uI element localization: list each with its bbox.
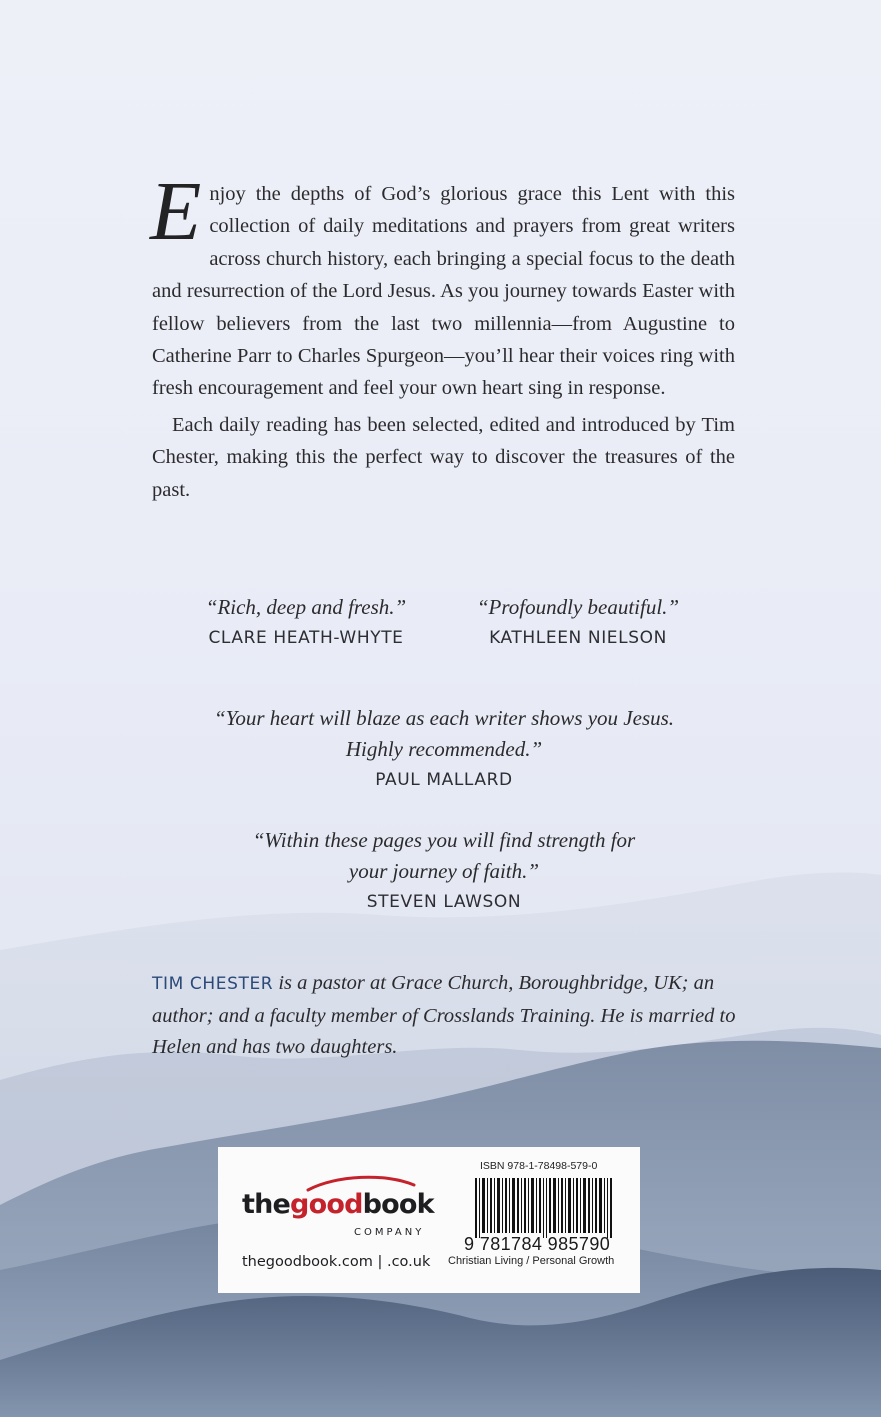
logo-good: good: [290, 1189, 363, 1220]
endorsement-steven-lawson: [150, 825, 738, 912]
category-text: Christian Living / Personal Growth: [448, 1255, 615, 1267]
endorsement-clare-heath-whyte: [163, 592, 449, 648]
drop-cap: E: [150, 165, 202, 258]
barcode-label: [218, 1147, 640, 1293]
endorsement-quote-line: your journey of faith.”: [348, 859, 540, 883]
logo-company: COMPANY: [354, 1227, 425, 1238]
logo-book: book: [362, 1189, 434, 1220]
logo-the: the: [242, 1189, 291, 1220]
author-bio-text: is a pastor at Grace Church, Boroughbridge, UK; an author; and a faculty member of Crosslands Training. He is married to Helen and has two daughters.: [152, 972, 736, 1058]
endorsement-quote: “Rich, deep and fresh.”: [205, 595, 407, 619]
endorsement-kathleen-nielson: [440, 592, 716, 648]
endorsement-author: STEVEN LAWSON: [366, 892, 522, 912]
blurb-paragraph-1-text: njoy the depths of God’s glorious grace this Lent with this collection of daily meditations and prayers from great writers across church history, each bringing a special focus to the death and resurrection of the Lord Jesus. As you journey towards Easter with fellow believers from the last two millennia—from Augustine to Catherine Parr to Charles Spurgeon—you’ll hear their voices ring with fresh encouragement and feel your own heart sing in response.: [152, 183, 735, 400]
barcode: [475, 1178, 615, 1238]
logo-swoosh-icon: [306, 1173, 416, 1193]
publisher-website: thegoodbook.com | .co.uk: [242, 1254, 431, 1270]
blurb: [150, 165, 735, 506]
endorsement-paul-mallard: [150, 703, 738, 790]
endorsement-author: PAUL MALLARD: [375, 770, 513, 790]
publisher-logo: [242, 1189, 434, 1220]
endorsement-quote: “Profoundly beautiful.”: [476, 595, 680, 619]
endorsement-author: KATHLEEN NIELSON: [489, 628, 667, 648]
blurb-paragraph-1: [150, 165, 735, 405]
isbn-text: ISBN 978-1-78498-579-0: [480, 1160, 598, 1172]
endorsement-quote-line: Highly recommended.”: [345, 737, 543, 761]
endorsement-author: CLARE HEATH-WHYTE: [208, 628, 404, 648]
author-name: TIM CHESTER: [152, 974, 274, 994]
barcode-digits: 9 781784 985790: [464, 1234, 611, 1254]
author-bio: [152, 968, 742, 1064]
endorsement-quote-line: “Within these pages you will find strength for: [252, 828, 636, 852]
endorsement-quote-line: “Your heart will blaze as each writer shows you Jesus.: [213, 706, 675, 730]
blurb-paragraph-2: Each daily reading has been selected, edited and introduced by Tim Chester, making this the perfect way to discover the treasures of the past.: [152, 413, 735, 501]
